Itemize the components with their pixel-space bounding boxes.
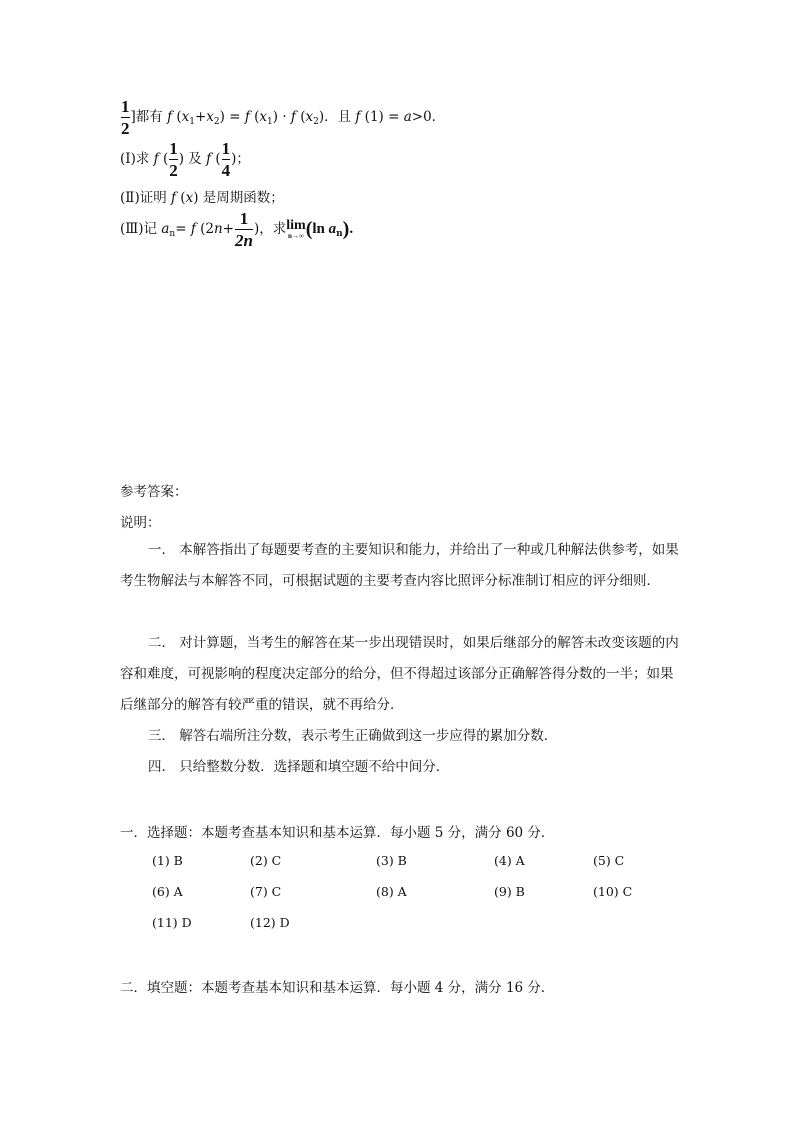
choice-answer: (2) C bbox=[250, 853, 282, 868]
problem-part-1: (Ⅰ)求 f ( $\frac{1}{2}$ ) 及 f ( $\frac{1}{4}$ )； bbox=[120, 139, 250, 180]
answers-heading: 参考答案： bbox=[120, 484, 188, 500]
choice-answer: (5) C bbox=[593, 853, 625, 868]
note-item-1: 一． 本解答指出了每题要考查的主要知识和能力，并给出了一种或几种解法供参考，如果考生物解法与本解答不同，可根据试题的主要考查内容比照评分标准制订相应的评分细则． bbox=[120, 542, 679, 589]
choice-answer: (11) D bbox=[152, 915, 192, 930]
problem-part-2: (Ⅱ)证明 f (x) 是周期函数； bbox=[120, 190, 284, 206]
fraction-one-half: $\frac{1}{2}$ bbox=[169, 139, 178, 180]
note-item-4: 四． 只给整数分数．选择题和填空题不给中间分． bbox=[148, 759, 450, 775]
choice-answer: (6) A bbox=[152, 884, 183, 899]
fraction-one-half: $\frac{1}{2}$ bbox=[121, 97, 130, 138]
choice-answer: (8) A bbox=[376, 884, 407, 899]
fraction-one-quarter: $\frac{1}{4}$ bbox=[221, 139, 231, 180]
choice-answer: (12) D bbox=[250, 915, 290, 930]
choice-answer: (4) A bbox=[494, 853, 525, 868]
limit-operator: lim n→∞ bbox=[286, 218, 306, 240]
fraction-one-over-2n: $\frac{1}{2n}$ bbox=[234, 209, 253, 250]
choice-answer: (1) B bbox=[152, 853, 183, 868]
problem-part-3: (Ⅲ)记 $a_n= f$ (2n+ $\frac{1}{2n}$ )，求 lim n→∞ (ln $a_n$). bbox=[120, 209, 354, 250]
notes-label: 说明： bbox=[120, 515, 161, 531]
choice-answer: (9) B bbox=[494, 884, 525, 899]
section-multiple-choice: 一．选择题：本题考查基本知识和基本运算．每小题 5 分，满分 60 分． bbox=[120, 825, 555, 841]
note-item-2: 二． 对计算题，当考生的解答在某一步出现错误时，如果后继部分的解答未改变该题的内容和难度，可视影响的程度决定部分的给分，但不得超过该部分正确解答得分数的一半；如果后继部分的解答有较严重的错误，就不再给分． bbox=[120, 635, 679, 713]
section-fill-in: 二．填空题：本题考查基本知识和基本运算．每小题 4 分，满分 16 分． bbox=[120, 980, 555, 996]
problem-line-1: $\frac{1}{2}$ ]都有 f $(x_1+x_2) = f$ $(x_1) \cdot f$ $(x_2)$．且 f (1) = a>0． bbox=[121, 97, 446, 138]
note-item-3: 三． 解答右端所注分数，表示考生正确做到这一步应得的累加分数． bbox=[148, 728, 558, 744]
choice-answer: (7) C bbox=[250, 884, 282, 899]
choice-answer: (3) B bbox=[376, 853, 407, 868]
choice-answer: (10) C bbox=[593, 884, 633, 899]
